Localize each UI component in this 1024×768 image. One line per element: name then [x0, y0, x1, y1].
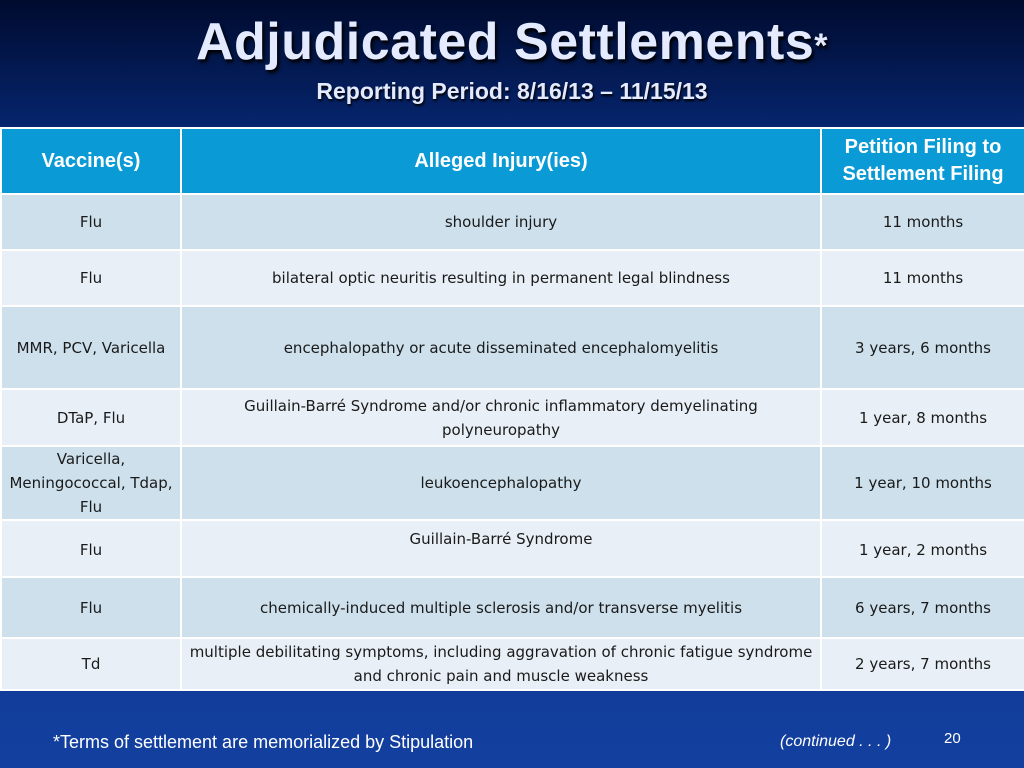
header-injury: Alleged Injury(ies) — [181, 128, 821, 194]
table-row — [1, 194, 1024, 250]
vaccine-cell: Flu — [1, 250, 181, 306]
injury-cell: Guillain-Barré Syndrome — [181, 520, 821, 577]
settlements-table — [0, 127, 1024, 691]
time-cell: 1 year, 2 months — [821, 520, 1024, 577]
time-cell: 11 months — [821, 194, 1024, 250]
time-cell: 3 years, 6 months — [821, 306, 1024, 389]
table-row — [1, 638, 1024, 690]
continued-label: (continued . . . ) — [780, 733, 892, 750]
vaccine-cell: MMR, PCV, Varicella — [1, 306, 181, 389]
page-number: 20 — [944, 730, 961, 747]
injury-cell: chemically-induced multiple sclerosis and/or transverse myelitis — [181, 577, 821, 638]
time-cell: 1 year, 8 months — [821, 389, 1024, 446]
vaccine-cell: Flu — [1, 520, 181, 577]
injury-cell: multiple debilitating symptoms, including aggravation of chronic fatigue syndrome and chronic pain and muscle weakness — [181, 638, 821, 690]
injury-cell: shoulder injury — [181, 194, 821, 250]
injury-cell: leukoencephalopathy — [181, 446, 821, 520]
table-row — [1, 250, 1024, 306]
vaccine-cell: DTaP, Flu — [1, 389, 181, 446]
time-cell: 1 year, 10 months — [821, 446, 1024, 520]
time-cell: 2 years, 7 months — [821, 638, 1024, 690]
slide-title — [0, 12, 1024, 72]
vaccine-cell: Td — [1, 638, 181, 690]
reporting-period: Reporting Period: 8/16/13 – 11/15/13 — [316, 78, 708, 104]
title-asterisk: * — [814, 27, 829, 65]
time-cell: 11 months — [821, 250, 1024, 306]
vaccine-cell: Flu — [1, 194, 181, 250]
table-row — [1, 306, 1024, 389]
vaccine-cell: Flu — [1, 577, 181, 638]
table-row — [1, 577, 1024, 638]
vaccine-cell: Varicella, Meningococcal, Tdap, Flu — [1, 446, 181, 520]
title-text: Adjudicated Settlements — [195, 13, 815, 71]
table-header-row — [1, 128, 1024, 194]
table-row — [1, 446, 1024, 520]
header-time — [821, 128, 1024, 194]
table-row — [1, 389, 1024, 446]
header-vaccine: Vaccine(s) — [1, 128, 181, 194]
header-time-line2: Settlement Filing — [842, 163, 1004, 185]
footnote: *Terms of settlement are memorialized by Stipulation — [53, 732, 474, 752]
time-cell: 6 years, 7 months — [821, 577, 1024, 638]
injury-cell: Guillain-Barré Syndrome and/or chronic inflammatory demyelinating polyneuropathy — [181, 389, 821, 446]
table-row — [1, 520, 1024, 577]
injury-cell: encephalopathy or acute disseminated encephalomyelitis — [181, 306, 821, 389]
injury-cell: bilateral optic neuritis resulting in permanent legal blindness — [181, 250, 821, 306]
header-time-line1: Petition Filing to — [844, 136, 1002, 158]
